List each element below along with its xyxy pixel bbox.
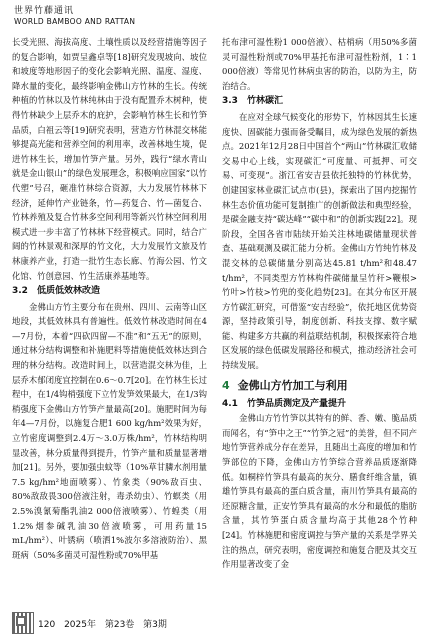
journal-title-en: WORLD BAMBOO AND RATTAN [14,17,136,26]
left-column [12,35,207,562]
volume-number: 第23卷 [104,620,135,630]
paragraph-pest-control: 托布津可湿性粉1 000倍液）、枯梢病（用50%多菌灵可湿性粉剂或70%甲基托布津可湿性粉剂，1∶1 000倍液）等常见竹林病虫害的防治，以防为主，防治结合。 [222,37,417,91]
section-heading-3-2: 3.2 低质低效林改造 [12,286,100,297]
publication-year: 2025年 [64,620,96,630]
paragraph-carbon-sink: 在应对全球气候变化的形势下，竹林因其生长速度快、固碳能力强而备受瞩目，成为绿色发展的新热点。2021年12月28日中国首个“两山”竹林碳汇收储交易中心上线，实现碳汇“可度量、可抵押、可交易、可变现”。浙江省安吉县依托独特的竹林优势，创建国家林业碳汇试点市(县)，探索出了国内挖掘竹林生态价值功能可复制推广的创新做法和典型经验，是碳金融支持“碳达峰”“碳中和”的创新实践[22]。现阶段，全国各省市陆续开始关注林地碳储量现状普查、基础观测及碳汇能力分析。金佛山方竹纯竹林及混交林的总碳储量分别高达45.81 t/hm²和48.47 t/hm²，不同类型方竹林构件碳储量呈竹秆>鞭根>竹叶>竹枝>竹兜的变化趋势[23]。在其分布区开展方竹碳汇研究，可借鉴“安吉经验”，依托地区优势资源，坚持政策引导，制度创新、科技支撑、数字赋能、构建多方共赢的利益联结机制，积极探索符合地区发展的绿色低碳发展路径和模式，推动经济社会可持续发展。 [222,111,417,371]
section-heading-3-3: 3.3 竹林碳汇 [222,96,283,107]
section-number-4: 4 [222,378,230,392]
paragraph-forest-management: 长受光照、海拔高度、土壤性质以及经营措施等因子的复合影响，如贾呈鑫卓等[18]研究发现坡向、坡位和坡度等地形因子的变化会影响光照、温度、湿度、降水量的变化，最终影响金佛山方竹林的生长。传统种植的竹林以及竹林纯林由于没有配置乔木树种，使得竹林缺少上层乔木的庇护，会影响竹林生长和竹笋品质，白祖云等[19]研究表明，营造方竹林混交林能够提高光能和营养空间的利用率，改善林地生境，促进竹林生长，增加竹笋产量。另外，践行“绿水青山就是金山银山”的绿色发展理念，积极响应国家“以竹代塑”号召，砸准竹林综合资源，大力发展竹林林下经济，延伸竹产业链条，竹—药复合、竹—菌复合、竹林养殖及复合竹林多空间利用等新兴竹林空间利用模式进一步丰富了竹林林下经营模式。同时，结合广阔的竹林景观和深厚的竹文化，大力发展竹文旅及竹林康养产业，打造一批竹生态长廊、竹海公园、竹文化馆、竹创意园、竹生活康养基地等。 [12,37,207,281]
section-heading-4 [222,377,417,394]
right-column [222,35,417,572]
page-number: 120 [38,620,56,630]
issue-number: 第3期 [143,620,167,630]
paragraph-low-efficiency-reform: 金佛山方竹主要分布在贵州、四川、云南等山区地段，其低效林具有普遍性。低效竹林改造时间在4—7月份，本着“四砍四留—不准”和“五无”的原则，通过林分结构调整和补施肥料等措施使低效林达到合理的林分结构。改造时间上，以营造混交林为佳，上层乔木郁闭度宜控制在0.6～0.7[20]。在竹林生长过程中，在1/4钩梢强度下立竹发笋效果最大，在1/3钩梢强度下金佛山方竹笋产量最高[20]。施肥时间为每年4—7月份，以施复合肥1 600 kg/hm²效果为好，立竹密度调整到2.4万～3.0万株/hm²，竹林结构明显改善，林分质量得到提升，竹笋产量和质量显著增加[21]。另外，要加强虫蚊等（10%草甘膦水剂用量7.5 kg/hm²地面喷雾）、竹象类（90%敌百虫、80%敌敌畏300倍液注射，毒杀幼虫）、竹螟类（用2.5%溴氰菊酯乳油2 000倍液喷雾）、竹蝗类（用1.2%烟参碱乳油30倍液喷雾，可用药量15 mL/hm²）、叶锈病（喷洒1%波尔多溶液防治）、黑斑病（50%多菌灵可湿性粉或70%甲基 [12,301,207,560]
section-title-4: 金佛山方竹加工与利用 [237,378,348,392]
qr-code-icon [12,612,34,634]
journal-title-cn: 世界竹藤通讯 [14,6,75,16]
journal-header [14,6,214,26]
paragraph-shoot-quality: 金佛山方竹竹笋以其特有的鲜、香、嫩、脆品质而闻名，有“笋中之王”“竹笋之冠”的美誉，但不同产地竹笋营养成分存在差异，且随出土高度的增加和竹笋部位的下降，金佛山方竹笋综合营养品质逐渐降低。如桐梓竹笋具有最高的灰分、膳食纤维含量，镇雄竹笋具有最高的蛋白质含量，南川竹笋具有最高的还原糖含量，正安竹笋具有最高的水分和最低的脂肪含量，其竹笋蛋白质含量均高于其他28个竹种[24]。竹林施肥和密度调控与笋产量的关系是学界关注的热点，研究表明，密度调控和施复合肥及其交互作用显著改变了金 [222,413,417,570]
page-footer [12,612,212,634]
section-heading-4-1: 4.1 竹笋品质测定及产量提升 [222,398,346,409]
page-info [38,617,173,630]
